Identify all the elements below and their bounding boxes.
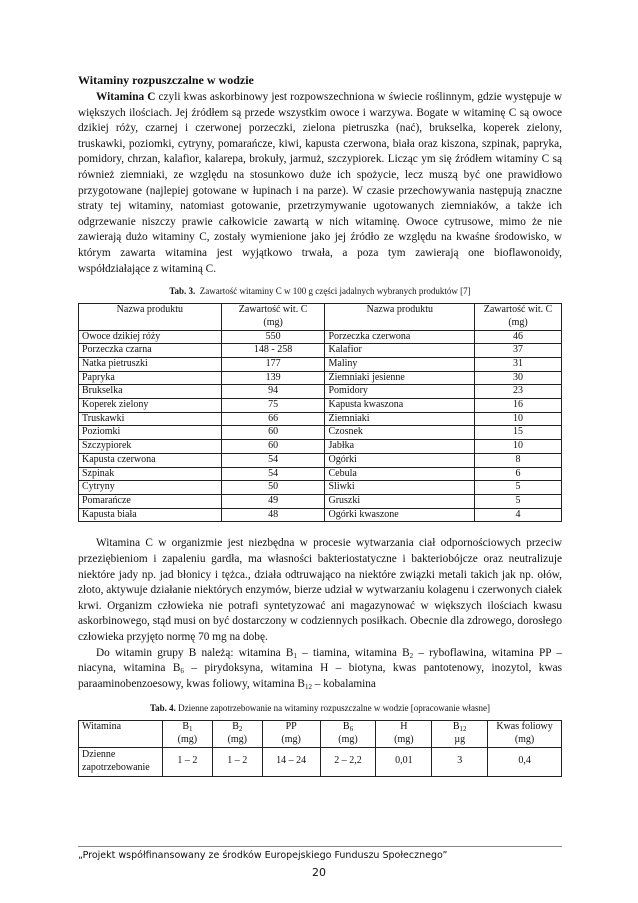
table-row: [79, 357, 562, 371]
page-number: 20: [312, 866, 326, 879]
cell-product: Cytryny: [79, 481, 222, 495]
cell-product: Truskawki: [79, 412, 222, 426]
cell-product: Poziomki: [79, 426, 222, 440]
paragraph-vitamin-c-functions: Witamina C w organizmie jest niezbędna w procesie wytwarzania ciał odpornościowych przeciw przeziębieniom i zapaleniu gardła, ma własności bakteriostatyczne i bakteriobójcze oraz neutralizuje niektóre jady np. jad błonicy i tężca., działa odtruwająco na niektóre związki metali takich jak np. ołów, złoto, aktywuje działanie niektórych enzymów, bierze udział w wytwarzaniu kolagenu i czerwonych ciałek krwi. Organizm człowieka nie potrafi syntetyzować ani magazynować w większych ilościach kwasu askorbinowego, stąd musi on być dostarczony w codziennych posiłkach. Obecnie dla zdrowego, dorosłego człowieka przyjęto normę 70 mg na dobę.: [78, 537, 562, 643]
cell-product: Owoce dzikiej róży: [79, 330, 222, 344]
cell-product-2: Ziemniaki: [325, 412, 475, 426]
table-row: [79, 399, 562, 413]
table-row: [79, 344, 562, 358]
cell-vit-c-mg: 94: [221, 385, 325, 399]
table-4-header-row: [79, 721, 562, 747]
paragraph-lead-bold: Witamina C: [96, 91, 156, 103]
cell-vit-c-mg-2: 16: [475, 399, 562, 413]
cell-product-2: Ziemniaki jesienne: [325, 371, 475, 385]
table-4-header-cell: $B_6$ (mg): [320, 721, 376, 747]
table-row: [79, 481, 562, 495]
cell-vit-c-mg: 50: [221, 481, 325, 495]
table-4-header-cell: H (mg): [376, 721, 432, 747]
cell-product-2: Jabłka: [325, 440, 475, 454]
cell-product-2: Gruszki: [325, 494, 475, 508]
cell-vit-c-mg-2: 23: [475, 385, 562, 399]
cell-vit-c-mg: 54: [221, 453, 325, 467]
cell-vit-c-mg: 550: [221, 330, 325, 344]
cell-product: Pomarańcze: [79, 494, 222, 508]
cell-vit-c-mg-2: 46: [475, 330, 562, 344]
header-product-name: Nazwa produktu: [79, 304, 222, 330]
cell-product: Kapusta czerwona: [79, 453, 222, 467]
cell-product: Kapusta biała: [79, 508, 222, 522]
table-4-caption-text: Dzienne zapotrzebowanie na witaminy rozpuszczalne w wodzie [opracowanie własne]: [178, 703, 491, 714]
table-header-row: [79, 304, 562, 330]
cell-vit-c-mg: 60: [221, 440, 325, 454]
cell-vit-c-mg-2: 10: [475, 440, 562, 454]
header-vit-c-content: Zawartość wit. C (mg): [221, 304, 325, 330]
table-row: [79, 440, 562, 454]
table-row: [79, 467, 562, 481]
cell-vit-c-mg: 48: [221, 508, 325, 522]
table-row: [79, 494, 562, 508]
cell-vit-c-mg-2: 37: [475, 344, 562, 358]
table-4-header-cell: $B_1$ (mg): [162, 721, 212, 747]
cell-vit-c-mg-2: 8: [475, 453, 562, 467]
cell-vit-c-mg: 75: [221, 399, 325, 413]
table-row: [79, 385, 562, 399]
cell-product: Szczypiorek: [79, 440, 222, 454]
table-4-header-cell: $B_{12}$ µg: [432, 721, 488, 747]
table-4-value-cell: 3: [432, 747, 488, 776]
document-page: [78, 72, 562, 777]
cell-product-2: Śliwki: [325, 481, 475, 495]
cell-product: Porzeczka czarna: [79, 344, 222, 358]
cell-product: Koperek zielony: [79, 399, 222, 413]
table-row: [79, 371, 562, 385]
cell-product: Szpinak: [79, 467, 222, 481]
table-row: [79, 330, 562, 344]
cell-vit-c-mg-2: 15: [475, 426, 562, 440]
table-4-label: Tab. 4.: [149, 703, 176, 714]
table-4-header-cell: Witamina: [79, 721, 163, 747]
cell-vit-c-mg-2: 31: [475, 357, 562, 371]
cell-product-2: Ogórki kwaszone: [325, 508, 475, 522]
cell-vit-c-mg: 148 - 258: [221, 344, 325, 358]
cell-product-2: Czosnek: [325, 426, 475, 440]
table-row: [79, 412, 562, 426]
table-3-label: Tab. 3.: [169, 286, 196, 297]
cell-vit-c-mg: 54: [221, 467, 325, 481]
table-4-value-cell: 0,01: [376, 747, 432, 776]
table-4-data-row: [79, 747, 562, 776]
cell-vit-c-mg-2: 10: [475, 412, 562, 426]
table-4-header-cell: $B_2$ (mg): [212, 721, 262, 747]
daily-requirement-table: [78, 720, 562, 776]
vitamin-c-content-table: [78, 303, 562, 522]
cell-product-2: Kalafior: [325, 344, 475, 358]
table-row: [79, 453, 562, 467]
table-3-caption-text: Zawartość witaminy C w 100 g części jadalnych wybranych produktów [7]: [199, 286, 471, 297]
paragraph-vitamin-c-sources: [78, 90, 562, 277]
cell-product-2: Kapusta kwaszona: [325, 399, 475, 413]
cell-vit-c-mg: 177: [221, 357, 325, 371]
paragraph-b-vitamins: Do witamin grupy B należą: witamina $B_1$ – tiamina, witamina $B_2$ – ryboflawina, witamina PP – niacyna, witamina $B_6$ – pirydoksyna, witamina H – biotyna, kwas pantotenowy, inozytol, kwas paraaminobenzoesowy, kwas foliowy, witamina $B_{12}$ – kobalamina: [78, 646, 562, 691]
cell-product-2: Maliny: [325, 357, 475, 371]
table-4-header-cell: PP (mg): [262, 721, 320, 747]
cell-product: Brukselka: [79, 385, 222, 399]
cell-product: Papryka: [79, 371, 222, 385]
cell-product: Natka pietruszki: [79, 357, 222, 371]
table-4-value-cell: 1 – 2: [212, 747, 262, 776]
cell-vit-c-mg-2: 4: [475, 508, 562, 522]
table-4-value-cell: 14 – 24: [262, 747, 320, 776]
cell-vit-c-mg-2: 5: [475, 481, 562, 495]
paragraph-text: czyli kwas askorbinowy jest rozpowszechniona w świecie roślinnym, gdzie występuje w większych ilościach. Jej źródłem są przede wszystkim owoce i warzywa. Bogate w witaminę C są owoce dzikiej róży, czarnej i czerwonej porzeczki, zielona pietruszka (nać), brukselka, koperek zielony, truskawki, poziomki, cytryny, pomarańcze, kiwi, kapusta czerwona, biała oraz kiszona, szpinak, papryka, pomidory, chrzan, kalafior, kalarepa, brokuły, jarmuż, szczypiorek. Licząc ym się źródłem witaminy C są również ziemniaki, ze względu na stosunkowo duże ich spożycie, lecz muszą być one prawidłowo przygotowane (najlepiej gotowane w łupinach i na parze). W czasie przechowywania następują znaczne straty tej witaminy, natomiast gotowanie, przetrzymywanie ugotowanych ziemniaków, a także ich odgrzewanie niszczy prawie całkowicie zawartą w nich witaminę. Owoce cytrusowe, mimo że nie zawierają dużo witaminy C, zostały wymienione jako jej źródło ze względu na kwaśne środowisko, w którym zawarta witamina jest wyjątkowo trwała, a poza tym zawierają one bioflawonoidy, współdziałające z witaminą C.: [78, 91, 563, 275]
cell-product-2: Pomidory: [325, 385, 475, 399]
cell-vit-c-mg-2: 5: [475, 494, 562, 508]
table-4-value-cell: 0,4: [488, 747, 562, 776]
table-4-value-cell: 1 – 2: [162, 747, 212, 776]
cell-vit-c-mg-2: 6: [475, 467, 562, 481]
table-4-header-cell: Kwas foliowy (mg): [488, 721, 562, 747]
cell-vit-c-mg: 60: [221, 426, 325, 440]
header-product-name-2: Nazwa produktu: [325, 304, 475, 330]
cell-product-2: Cebula: [325, 467, 475, 481]
table-3-caption: [78, 285, 562, 297]
cell-vit-c-mg: 49: [221, 494, 325, 508]
cell-vit-c-mg: 139: [221, 371, 325, 385]
table-row: [79, 508, 562, 522]
section-heading: Witaminy rozpuszczalne w wodzie: [78, 73, 254, 87]
table-row: [79, 426, 562, 440]
page-footer: „Projekt współfinansowany ze środków Europejskiego Funduszu Społecznego”: [78, 846, 562, 861]
header-vit-c-content-2: Zawartość wit. C (mg): [475, 304, 562, 330]
cell-product-2: Ogórki: [325, 453, 475, 467]
cell-vit-c-mg-2: 30: [475, 371, 562, 385]
table-4-value-cell: 2 – 2,2: [320, 747, 376, 776]
cell-vit-c-mg: 66: [221, 412, 325, 426]
cell-product-2: Porzeczka czerwona: [325, 330, 475, 344]
table-4-caption: [78, 702, 562, 714]
row-label-daily-requirement: Dzienne zapotrzebowanie: [79, 747, 163, 776]
